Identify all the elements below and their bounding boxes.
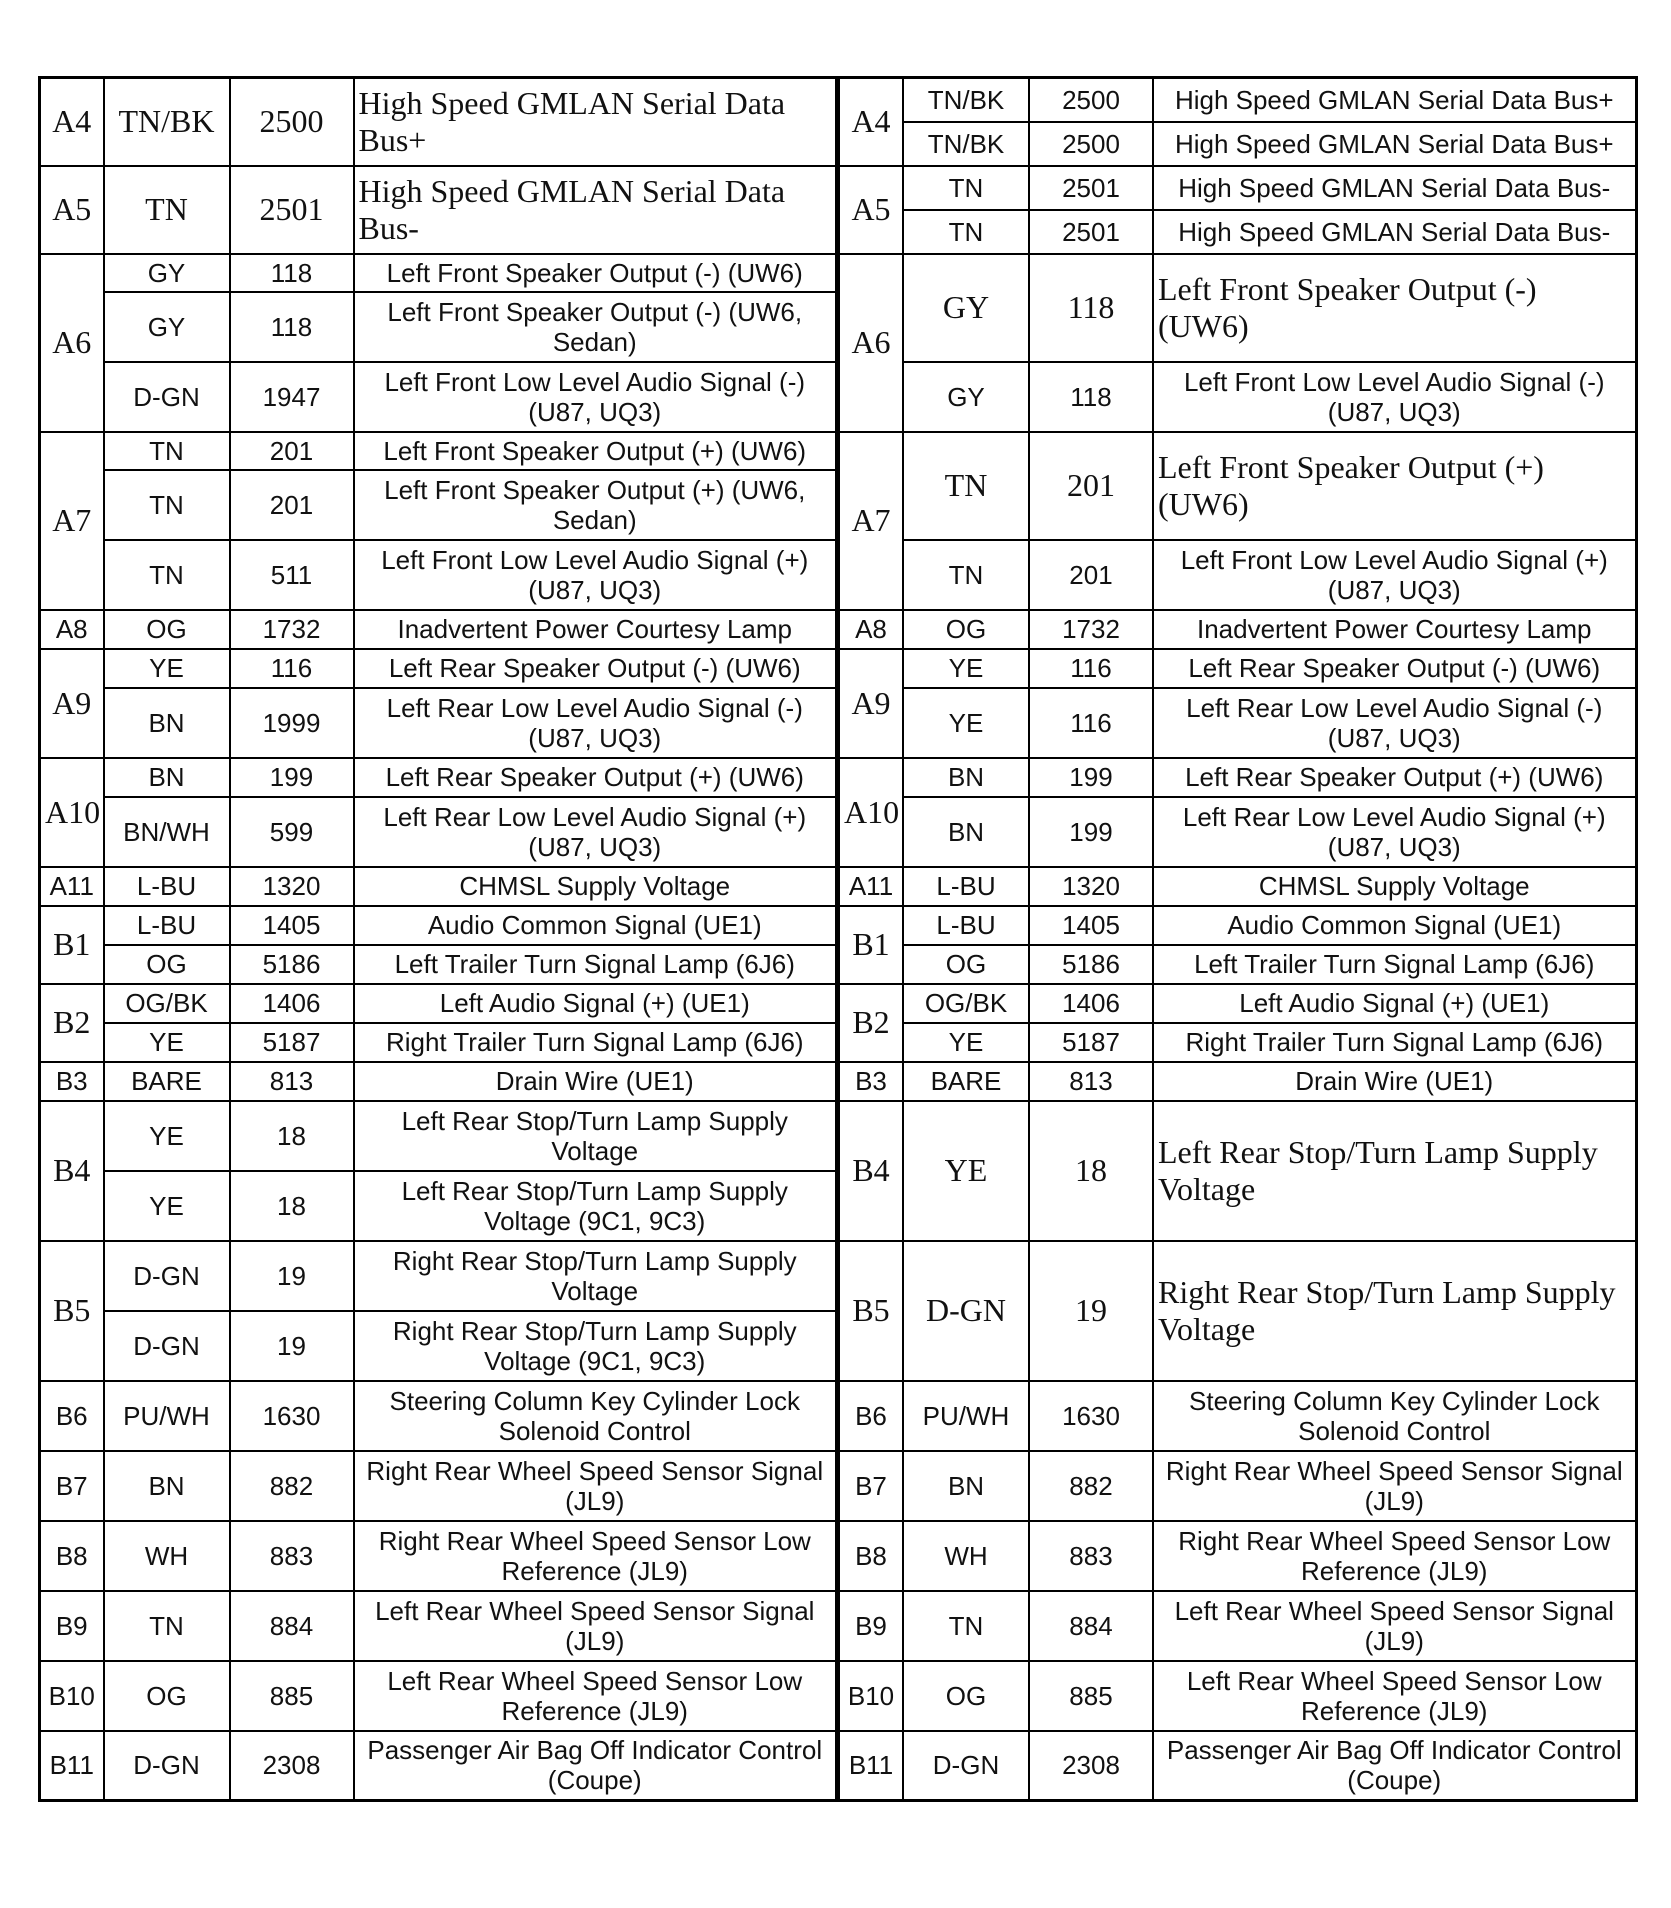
circuit-number-cell: 201 bbox=[230, 470, 354, 540]
table-row bbox=[40, 1381, 837, 1451]
function-cell: Left Front Low Level Audio Signal (+) (U87, UQ3) bbox=[354, 540, 837, 610]
wire-color-cell: WH bbox=[903, 1521, 1029, 1591]
table-row bbox=[839, 1241, 1636, 1381]
pin-cell: A10 bbox=[40, 758, 104, 867]
wire-color-cell: BN bbox=[104, 688, 230, 758]
table-row bbox=[839, 984, 1636, 1023]
circuit-number-cell: 2500 bbox=[1029, 78, 1153, 122]
table-row bbox=[40, 984, 837, 1023]
pin-cell: A7 bbox=[839, 432, 903, 610]
circuit-number-cell: 2308 bbox=[1029, 1731, 1153, 1801]
circuit-number-cell: 885 bbox=[230, 1661, 354, 1731]
function-cell: Right Rear Wheel Speed Sensor Signal (JL9) bbox=[1153, 1451, 1636, 1521]
function-cell: Left Rear Speaker Output (-) (UW6) bbox=[354, 649, 837, 688]
circuit-number-cell: 201 bbox=[1029, 432, 1153, 540]
circuit-number-cell: 19 bbox=[1029, 1241, 1153, 1381]
table-row bbox=[40, 166, 837, 254]
pin-cell: B2 bbox=[839, 984, 903, 1062]
function-cell: Left Front Speaker Output (+) (UW6, Sedan) bbox=[354, 470, 837, 540]
circuit-number-cell: 1630 bbox=[230, 1381, 354, 1451]
function-cell: Passenger Air Bag Off Indicator Control (Coupe) bbox=[1153, 1731, 1636, 1801]
function-cell: Right Rear Wheel Speed Sensor Low Reference (JL9) bbox=[354, 1521, 837, 1591]
circuit-number-cell: 199 bbox=[230, 758, 354, 797]
wire-color-cell: BN bbox=[903, 1451, 1029, 1521]
circuit-number-cell: 884 bbox=[1029, 1591, 1153, 1661]
table-row bbox=[40, 1101, 837, 1171]
function-cell: Left Rear Low Level Audio Signal (+) (U87, UQ3) bbox=[1153, 797, 1636, 867]
function-cell: Left Front Low Level Audio Signal (-) (U87, UQ3) bbox=[354, 362, 837, 432]
wire-color-cell: TN bbox=[104, 166, 230, 254]
circuit-number-cell: 1405 bbox=[230, 906, 354, 945]
wire-color-cell: OG bbox=[104, 1661, 230, 1731]
function-cell: Right Rear Stop/Turn Lamp Supply Voltage (9C1, 9C3) bbox=[354, 1311, 837, 1381]
wire-color-cell: L-BU bbox=[903, 906, 1029, 945]
table-row bbox=[40, 292, 837, 362]
wire-color-cell: YE bbox=[104, 1171, 230, 1241]
table-row bbox=[839, 254, 1636, 362]
function-cell: Drain Wire (UE1) bbox=[354, 1062, 837, 1101]
circuit-number-cell: 5186 bbox=[230, 945, 354, 984]
function-cell: Left Audio Signal (+) (UE1) bbox=[1153, 984, 1636, 1023]
pin-cell: A11 bbox=[40, 867, 104, 906]
function-cell: Left Rear Speaker Output (+) (UW6) bbox=[354, 758, 837, 797]
function-cell: Left Rear Wheel Speed Sensor Signal (JL9) bbox=[1153, 1591, 1636, 1661]
wire-color-cell: OG bbox=[903, 945, 1029, 984]
wire-color-cell: YE bbox=[903, 1101, 1029, 1241]
pin-cell: B8 bbox=[40, 1521, 104, 1591]
wire-color-cell: L-BU bbox=[104, 867, 230, 906]
function-cell: High Speed GMLAN Serial Data Bus+ bbox=[1153, 122, 1636, 166]
circuit-number-cell: 19 bbox=[230, 1311, 354, 1381]
function-cell: High Speed GMLAN Serial Data Bus- bbox=[354, 166, 837, 254]
circuit-number-cell: 2501 bbox=[1029, 210, 1153, 254]
wire-color-cell: TN bbox=[104, 540, 230, 610]
wire-color-cell: L-BU bbox=[104, 906, 230, 945]
table-row bbox=[40, 649, 837, 688]
function-cell: Left Front Speaker Output (-) (UW6) bbox=[354, 254, 837, 292]
circuit-number-cell: 5187 bbox=[230, 1023, 354, 1062]
wire-color-cell: D-GN bbox=[104, 1731, 230, 1801]
circuit-number-cell: 18 bbox=[1029, 1101, 1153, 1241]
pin-cell: B4 bbox=[839, 1101, 903, 1241]
function-cell: Left Rear Low Level Audio Signal (-) (U87, UQ3) bbox=[1153, 688, 1636, 758]
function-cell: Left Rear Wheel Speed Sensor Signal (JL9) bbox=[354, 1591, 837, 1661]
wire-color-cell: TN bbox=[104, 1591, 230, 1661]
wire-color-cell: BN bbox=[903, 797, 1029, 867]
table-row bbox=[40, 362, 837, 432]
wire-color-cell: YE bbox=[104, 649, 230, 688]
wire-color-cell: OG/BK bbox=[104, 984, 230, 1023]
function-cell: High Speed GMLAN Serial Data Bus- bbox=[1153, 210, 1636, 254]
circuit-number-cell: 511 bbox=[230, 540, 354, 610]
table-row bbox=[40, 78, 837, 166]
connector-pinout-tables bbox=[38, 76, 1632, 1802]
wire-color-cell: TN/BK bbox=[104, 78, 230, 166]
pin-cell: B1 bbox=[839, 906, 903, 984]
circuit-number-cell: 116 bbox=[1029, 649, 1153, 688]
table-row bbox=[40, 867, 837, 906]
wire-color-cell: YE bbox=[104, 1023, 230, 1062]
circuit-number-cell: 1320 bbox=[230, 867, 354, 906]
function-cell: Left Rear Low Level Audio Signal (+) (U87, UQ3) bbox=[354, 797, 837, 867]
table-row bbox=[839, 906, 1636, 945]
function-cell: Left Rear Speaker Output (+) (UW6) bbox=[1153, 758, 1636, 797]
function-cell: Left Front Speaker Output (-) (UW6) bbox=[1153, 254, 1636, 362]
pin-cell: B7 bbox=[839, 1451, 903, 1521]
table-row bbox=[40, 540, 837, 610]
table-row bbox=[839, 758, 1636, 797]
wire-color-cell: D-GN bbox=[903, 1241, 1029, 1381]
table-row bbox=[40, 1451, 837, 1521]
wire-color-cell: TN/BK bbox=[903, 122, 1029, 166]
circuit-number-cell: 118 bbox=[230, 254, 354, 292]
function-cell: Left Front Low Level Audio Signal (+) (U87, UQ3) bbox=[1153, 540, 1636, 610]
circuit-number-cell: 1999 bbox=[230, 688, 354, 758]
table-row bbox=[40, 1521, 837, 1591]
table-row bbox=[40, 797, 837, 867]
circuit-number-cell: 1405 bbox=[1029, 906, 1153, 945]
circuit-number-cell: 2501 bbox=[1029, 166, 1153, 210]
function-cell: Left Rear Speaker Output (-) (UW6) bbox=[1153, 649, 1636, 688]
table-row bbox=[40, 1731, 837, 1801]
circuit-number-cell: 18 bbox=[230, 1101, 354, 1171]
circuit-number-cell: 18 bbox=[230, 1171, 354, 1241]
circuit-number-cell: 599 bbox=[230, 797, 354, 867]
wire-color-cell: TN bbox=[104, 432, 230, 470]
circuit-number-cell: 2500 bbox=[1029, 122, 1153, 166]
table-row bbox=[839, 1451, 1636, 1521]
wire-color-cell: GY bbox=[903, 362, 1029, 432]
table-row bbox=[40, 758, 837, 797]
wire-color-cell: BARE bbox=[903, 1062, 1029, 1101]
function-cell: Left Front Speaker Output (-) (UW6, Sedan) bbox=[354, 292, 837, 362]
table-row bbox=[839, 1023, 1636, 1062]
circuit-number-cell: 19 bbox=[230, 1241, 354, 1311]
wire-color-cell: GY bbox=[104, 292, 230, 362]
wire-color-cell: TN/BK bbox=[903, 78, 1029, 122]
function-cell: Audio Common Signal (UE1) bbox=[354, 906, 837, 945]
circuit-number-cell: 199 bbox=[1029, 797, 1153, 867]
wire-color-cell: BN bbox=[104, 758, 230, 797]
pin-cell: B1 bbox=[40, 906, 104, 984]
function-cell: CHMSL Supply Voltage bbox=[354, 867, 837, 906]
function-cell: Left Front Low Level Audio Signal (-) (U87, UQ3) bbox=[1153, 362, 1636, 432]
function-cell: Left Rear Low Level Audio Signal (-) (U87, UQ3) bbox=[354, 688, 837, 758]
function-cell: Left Trailer Turn Signal Lamp (6J6) bbox=[354, 945, 837, 984]
pin-cell: A5 bbox=[839, 166, 903, 254]
circuit-number-cell: 884 bbox=[230, 1591, 354, 1661]
wire-color-cell: OG bbox=[903, 1661, 1029, 1731]
circuit-number-cell: 1406 bbox=[230, 984, 354, 1023]
table-row bbox=[40, 1661, 837, 1731]
pin-cell: A6 bbox=[40, 254, 104, 432]
function-cell: Right Rear Stop/Turn Lamp Supply Voltage bbox=[354, 1241, 837, 1311]
table-row bbox=[839, 210, 1636, 254]
wire-color-cell: TN bbox=[903, 540, 1029, 610]
function-cell: Steering Column Key Cylinder Lock Solenoid Control bbox=[1153, 1381, 1636, 1451]
function-cell: Inadvertent Power Courtesy Lamp bbox=[1153, 610, 1636, 649]
function-cell: Left Rear Stop/Turn Lamp Supply Voltage bbox=[354, 1101, 837, 1171]
table-row bbox=[839, 1591, 1636, 1661]
wire-color-cell: YE bbox=[903, 649, 1029, 688]
table-row bbox=[839, 797, 1636, 867]
wire-color-cell: BARE bbox=[104, 1062, 230, 1101]
circuit-number-cell: 201 bbox=[230, 432, 354, 470]
table-row bbox=[839, 78, 1636, 122]
circuit-number-cell: 883 bbox=[230, 1521, 354, 1591]
function-cell: Right Trailer Turn Signal Lamp (6J6) bbox=[1153, 1023, 1636, 1062]
wire-color-cell: YE bbox=[903, 688, 1029, 758]
circuit-number-cell: 2500 bbox=[230, 78, 354, 166]
wire-color-cell: OG bbox=[104, 945, 230, 984]
function-cell: Left Front Speaker Output (+) (UW6) bbox=[1153, 432, 1636, 540]
wire-color-cell: D-GN bbox=[104, 1311, 230, 1381]
table-row bbox=[839, 1062, 1636, 1101]
pin-cell: B11 bbox=[839, 1731, 903, 1801]
table-row bbox=[40, 1241, 837, 1311]
function-cell: High Speed GMLAN Serial Data Bus+ bbox=[1153, 78, 1636, 122]
table-row bbox=[40, 432, 837, 470]
wire-color-cell: D-GN bbox=[104, 1241, 230, 1311]
pin-cell: B8 bbox=[839, 1521, 903, 1591]
circuit-number-cell: 883 bbox=[1029, 1521, 1153, 1591]
circuit-number-cell: 118 bbox=[230, 292, 354, 362]
wire-color-cell: L-BU bbox=[903, 867, 1029, 906]
function-cell: Right Rear Stop/Turn Lamp Supply Voltage bbox=[1153, 1241, 1636, 1381]
table-row bbox=[40, 1062, 837, 1101]
circuit-number-cell: 1406 bbox=[1029, 984, 1153, 1023]
table-row bbox=[839, 1101, 1636, 1241]
circuit-number-cell: 813 bbox=[1029, 1062, 1153, 1101]
table-row bbox=[839, 1731, 1636, 1801]
table-row bbox=[40, 470, 837, 540]
pinout-table-left bbox=[38, 76, 838, 1802]
function-cell: Left Rear Stop/Turn Lamp Supply Voltage bbox=[1153, 1101, 1636, 1241]
table-row bbox=[40, 1311, 837, 1381]
table-row bbox=[40, 1591, 837, 1661]
wire-color-cell: D-GN bbox=[104, 362, 230, 432]
pin-cell: A11 bbox=[839, 867, 903, 906]
function-cell: Left Rear Stop/Turn Lamp Supply Voltage (9C1, 9C3) bbox=[354, 1171, 837, 1241]
wire-color-cell: TN bbox=[903, 210, 1029, 254]
function-cell: Audio Common Signal (UE1) bbox=[1153, 906, 1636, 945]
pin-cell: B7 bbox=[40, 1451, 104, 1521]
pin-cell: B3 bbox=[40, 1062, 104, 1101]
table-row bbox=[40, 906, 837, 945]
circuit-number-cell: 882 bbox=[1029, 1451, 1153, 1521]
wire-color-cell: BN bbox=[903, 758, 1029, 797]
table-row bbox=[40, 610, 837, 649]
pin-cell: A9 bbox=[40, 649, 104, 758]
table-row bbox=[40, 1171, 837, 1241]
function-cell: Left Audio Signal (+) (UE1) bbox=[354, 984, 837, 1023]
table-row bbox=[40, 688, 837, 758]
circuit-number-cell: 2501 bbox=[230, 166, 354, 254]
circuit-number-cell: 118 bbox=[1029, 362, 1153, 432]
pin-cell: A8 bbox=[839, 610, 903, 649]
function-cell: Right Rear Wheel Speed Sensor Low Reference (JL9) bbox=[1153, 1521, 1636, 1591]
pin-cell: B6 bbox=[40, 1381, 104, 1451]
table-row bbox=[839, 610, 1636, 649]
wire-color-cell: WH bbox=[104, 1521, 230, 1591]
function-cell: Left Rear Wheel Speed Sensor Low Reference (JL9) bbox=[354, 1661, 837, 1731]
table-row bbox=[839, 122, 1636, 166]
function-cell: Left Trailer Turn Signal Lamp (6J6) bbox=[1153, 945, 1636, 984]
pin-cell: A7 bbox=[40, 432, 104, 610]
function-cell: Steering Column Key Cylinder Lock Solenoid Control bbox=[354, 1381, 837, 1451]
function-cell: Passenger Air Bag Off Indicator Control (Coupe) bbox=[354, 1731, 837, 1801]
circuit-number-cell: 813 bbox=[230, 1062, 354, 1101]
wire-color-cell: OG bbox=[903, 610, 1029, 649]
pin-cell: A4 bbox=[839, 78, 903, 166]
table-row bbox=[839, 649, 1636, 688]
pin-cell: B10 bbox=[40, 1661, 104, 1731]
wire-color-cell: OG bbox=[104, 610, 230, 649]
pin-cell: A6 bbox=[839, 254, 903, 432]
table-row bbox=[40, 945, 837, 984]
table-row bbox=[839, 688, 1636, 758]
wire-color-cell: YE bbox=[903, 1023, 1029, 1062]
pin-cell: A8 bbox=[40, 610, 104, 649]
wire-color-cell: TN bbox=[104, 470, 230, 540]
function-cell: Right Trailer Turn Signal Lamp (6J6) bbox=[354, 1023, 837, 1062]
function-cell: Left Rear Wheel Speed Sensor Low Reference (JL9) bbox=[1153, 1661, 1636, 1731]
wire-color-cell: TN bbox=[903, 1591, 1029, 1661]
wire-color-cell: BN bbox=[104, 1451, 230, 1521]
pin-cell: B3 bbox=[839, 1062, 903, 1101]
pin-cell: B10 bbox=[839, 1661, 903, 1731]
pin-cell: B9 bbox=[40, 1591, 104, 1661]
table-row bbox=[40, 254, 837, 292]
table-row bbox=[839, 867, 1636, 906]
circuit-number-cell: 1630 bbox=[1029, 1381, 1153, 1451]
wire-color-cell: OG/BK bbox=[903, 984, 1029, 1023]
circuit-number-cell: 116 bbox=[1029, 688, 1153, 758]
pin-cell: B5 bbox=[40, 1241, 104, 1381]
circuit-number-cell: 1320 bbox=[1029, 867, 1153, 906]
wire-color-cell: GY bbox=[104, 254, 230, 292]
table-row bbox=[839, 1381, 1636, 1451]
pin-cell: B11 bbox=[40, 1731, 104, 1801]
wire-color-cell: BN/WH bbox=[104, 797, 230, 867]
table-row bbox=[839, 1521, 1636, 1591]
function-cell: High Speed GMLAN Serial Data Bus- bbox=[1153, 166, 1636, 210]
pinout-table-right bbox=[838, 76, 1638, 1802]
pin-cell: A10 bbox=[839, 758, 903, 867]
circuit-number-cell: 882 bbox=[230, 1451, 354, 1521]
table-row bbox=[839, 945, 1636, 984]
wire-color-cell: PU/WH bbox=[903, 1381, 1029, 1451]
circuit-number-cell: 885 bbox=[1029, 1661, 1153, 1731]
pin-cell: B5 bbox=[839, 1241, 903, 1381]
wire-color-cell: D-GN bbox=[903, 1731, 1029, 1801]
circuit-number-cell: 5186 bbox=[1029, 945, 1153, 984]
function-cell: Left Front Speaker Output (+) (UW6) bbox=[354, 432, 837, 470]
function-cell: CHMSL Supply Voltage bbox=[1153, 867, 1636, 906]
circuit-number-cell: 1947 bbox=[230, 362, 354, 432]
wire-color-cell: PU/WH bbox=[104, 1381, 230, 1451]
circuit-number-cell: 201 bbox=[1029, 540, 1153, 610]
circuit-number-cell: 199 bbox=[1029, 758, 1153, 797]
function-cell: Inadvertent Power Courtesy Lamp bbox=[354, 610, 837, 649]
table-row bbox=[839, 166, 1636, 210]
function-cell: Right Rear Wheel Speed Sensor Signal (JL9) bbox=[354, 1451, 837, 1521]
wire-color-cell: YE bbox=[104, 1101, 230, 1171]
pin-cell: B4 bbox=[40, 1101, 104, 1241]
pin-cell: B9 bbox=[839, 1591, 903, 1661]
pin-cell: A5 bbox=[40, 166, 104, 254]
pin-cell: B6 bbox=[839, 1381, 903, 1451]
function-cell: Drain Wire (UE1) bbox=[1153, 1062, 1636, 1101]
table-row bbox=[839, 432, 1636, 540]
table-row bbox=[839, 540, 1636, 610]
table-row bbox=[839, 1661, 1636, 1731]
pin-cell: A4 bbox=[40, 78, 104, 166]
wire-color-cell: GY bbox=[903, 254, 1029, 362]
wire-color-cell: TN bbox=[903, 166, 1029, 210]
table-row bbox=[839, 362, 1636, 432]
circuit-number-cell: 2308 bbox=[230, 1731, 354, 1801]
table-row bbox=[40, 1023, 837, 1062]
circuit-number-cell: 1732 bbox=[1029, 610, 1153, 649]
pin-cell: B2 bbox=[40, 984, 104, 1062]
circuit-number-cell: 118 bbox=[1029, 254, 1153, 362]
function-cell: High Speed GMLAN Serial Data Bus+ bbox=[354, 78, 837, 166]
circuit-number-cell: 5187 bbox=[1029, 1023, 1153, 1062]
circuit-number-cell: 116 bbox=[230, 649, 354, 688]
circuit-number-cell: 1732 bbox=[230, 610, 354, 649]
pin-cell: A9 bbox=[839, 649, 903, 758]
wire-color-cell: TN bbox=[903, 432, 1029, 540]
